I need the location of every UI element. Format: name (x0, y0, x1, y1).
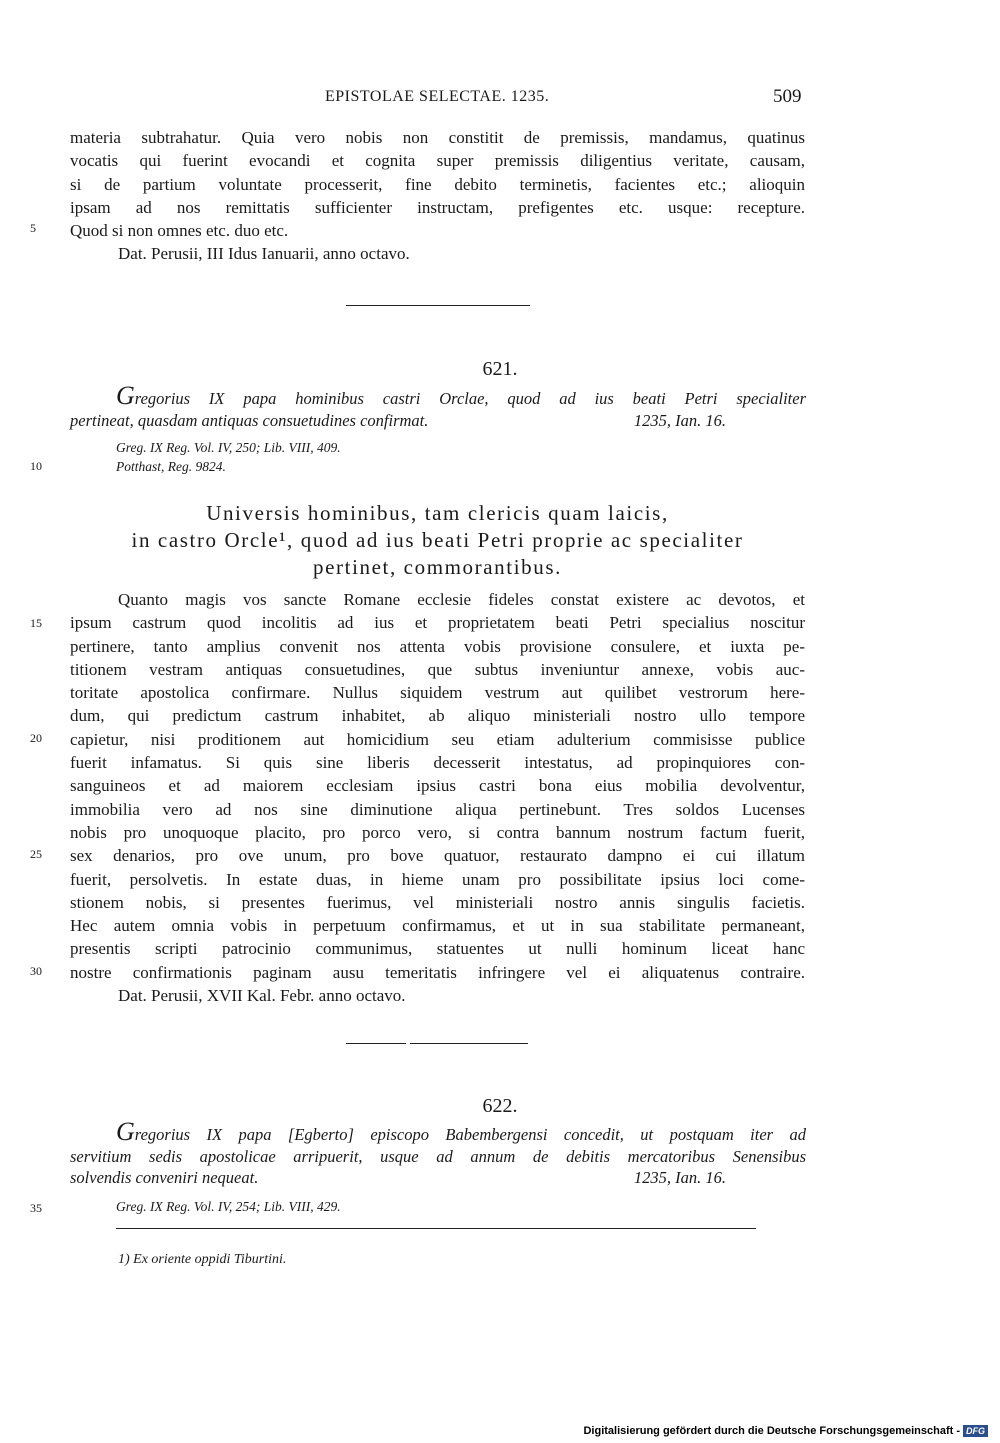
line-number: 20 (30, 731, 42, 745)
source-references (116, 438, 341, 476)
entry-number: 621. (482, 358, 518, 380)
source-line: Greg. IX Reg. Vol. IV, 254; Lib. VIII, 429. (116, 1199, 341, 1214)
dfg-credit (583, 1425, 988, 1437)
text-line: fuerit infamatus. Si quis sine liberis decesserit intestatus, ad propinquiores con- (70, 753, 805, 773)
regest-line: servitium sedis apostolicae arripuerit, usque ad annum de debitis mercatoribus Senensibus (70, 1146, 806, 1166)
initial-letter: G (116, 1117, 135, 1146)
address-line: Universis hominibus, tam clericis quam laicis, (206, 501, 669, 525)
separator-rule (410, 1043, 528, 1044)
dating-clause: Dat. Perusii, XVII Kal. Febr. anno octavo. (118, 986, 406, 1006)
line-number: 25 (30, 847, 42, 861)
source-references (116, 1197, 341, 1216)
footnote-rule (116, 1228, 756, 1229)
line-number: 15 (30, 616, 42, 630)
text-line: stionem nobis, si presentes fuerimus, vel ministeriali nostro annis singulis facietis. (70, 892, 805, 912)
dating-clause: Dat. Perusii, III Idus Ianuarii, anno octavo. (118, 244, 410, 264)
separator-rule (346, 305, 530, 306)
line-number: 5 (30, 221, 36, 235)
text-line: materia subtrahatur. Quia vero nobis non constitit de premissis, mandamus, quatinus (70, 128, 805, 147)
text-line: ipsam ad nos remittatis sufficienter instructam, prefigentes etc. usque: recepture. (70, 197, 805, 217)
regest-line: solvendis conveniri nequeat. 1235, Ian. 16. (70, 1167, 766, 1189)
text-line: fuerit, persolvetis. In estate duas, in hieme unam pro possibilitate ipsius loci come- (70, 869, 805, 889)
text-line: toritate apostolica confirmare. Nullus siquidem vestrum aut quilibet vestrorum here- (70, 683, 805, 703)
text-line: immobilia vero ad nos sine diminutione aliqua pertinebunt. Tres soldos Lucenses (70, 799, 805, 819)
text-line: Hec autem omnia vobis in perpetuum confirmamus, et ut in sua stabilitate permaneant, (70, 916, 805, 936)
regest-date: 1235, Ian. 16. (633, 1168, 726, 1187)
entry-number: 622. (482, 1095, 518, 1117)
text-line: nobis pro unoquoque placito, pro porco vero, si contra bannum nostrum factum fuerit, (70, 822, 805, 842)
initial-letter: G (116, 381, 135, 410)
running-header: EPISTOLAE SELECTAE. 1235. (325, 88, 550, 105)
text-line: capietur, nisi proditionem aut homicidium seu etiam adulterium commisisse publice (70, 729, 805, 749)
regest-line: Gregorius IX papa hominibus castri Orclae, quod ad ius beati Petri specialiter (116, 381, 806, 410)
regest-line: pertineat, quasdam antiquas consuetudines confirmat. 1235, Ian. 16. (70, 410, 766, 432)
text-line: Quod si non omnes etc. duo etc. (70, 221, 289, 241)
text-line: nostre confirmationis paginam ausu temeritatis infringere vel ei aliquatenus contraire. (70, 962, 805, 982)
text-line: Quanto magis vos sancte Romane ecclesie fideles constat existere ac devotos, et (118, 590, 805, 609)
text-line: vocatis qui fuerint evocandi et cognita super premissis diligentius veritate, causam, (70, 151, 805, 171)
footnote: 1) Ex oriente oppidi Tiburtini. (118, 1252, 287, 1267)
prev-letter-text (70, 126, 805, 266)
text-line: pertinere, tanto amplius convenit nos attenta vobis provisione consulere, et iuxta pe- (70, 636, 805, 656)
address-line: pertinet, commorantibus. (313, 555, 562, 579)
address-line: in castro Orcle¹, quod ad ius beati Petri proprie ac specialiter (131, 528, 744, 552)
dfg-credit-text: Digitalisierung gefördert durch die Deutsche Forschungsgemeinschaft - (583, 1425, 960, 1437)
source-line: Potthast, Reg. 9824. (116, 459, 226, 474)
text-line: titionem vestram antiquas consuetudines, que subtus inveniuntur annexe, vobis auc- (70, 659, 805, 679)
line-number: 35 (30, 1201, 42, 1215)
regest-date: 1235, Ian. 16. (633, 410, 726, 430)
source-line: Greg. IX Reg. Vol. IV, 250; Lib. VIII, 409. (116, 440, 341, 455)
text-line: sex denarios, pro ove unum, pro bove quatuor, restaurato dampno ei cui illatum (70, 846, 805, 866)
dfg-logo: DFG (963, 1425, 988, 1437)
line-number: 10 (30, 459, 42, 473)
address (0, 500, 875, 581)
regest (70, 1117, 806, 1189)
text-line: si de partium voluntate processerit, fine debito terminetis, facientes etc.; alioquin (70, 174, 805, 194)
text-line: dum, qui predictum castrum inhabitet, ab aliquo ministeriali nostro ullo tempore (70, 706, 805, 726)
text-line: presentis scripti patrocinio communimus, statuentes ut nulli hominum liceat hanc (70, 939, 805, 959)
regest (70, 381, 806, 431)
text-line: ipsum castrum quod incolitis ad ius et proprietatem beati Petri specialius noscitur (70, 613, 805, 633)
page-number: 509 (773, 86, 802, 107)
text-line: sanguineos et ad maiorem ecclesiam ipsius castri bona eius mobilia devolventur, (70, 776, 805, 796)
separator-rule (346, 1043, 406, 1044)
letter-text (70, 588, 805, 1007)
regest-line: Gregorius IX papa [Egberto] episcopo Babembergensi concedit, ut postquam iter ad (116, 1117, 806, 1146)
line-number: 30 (30, 964, 42, 978)
